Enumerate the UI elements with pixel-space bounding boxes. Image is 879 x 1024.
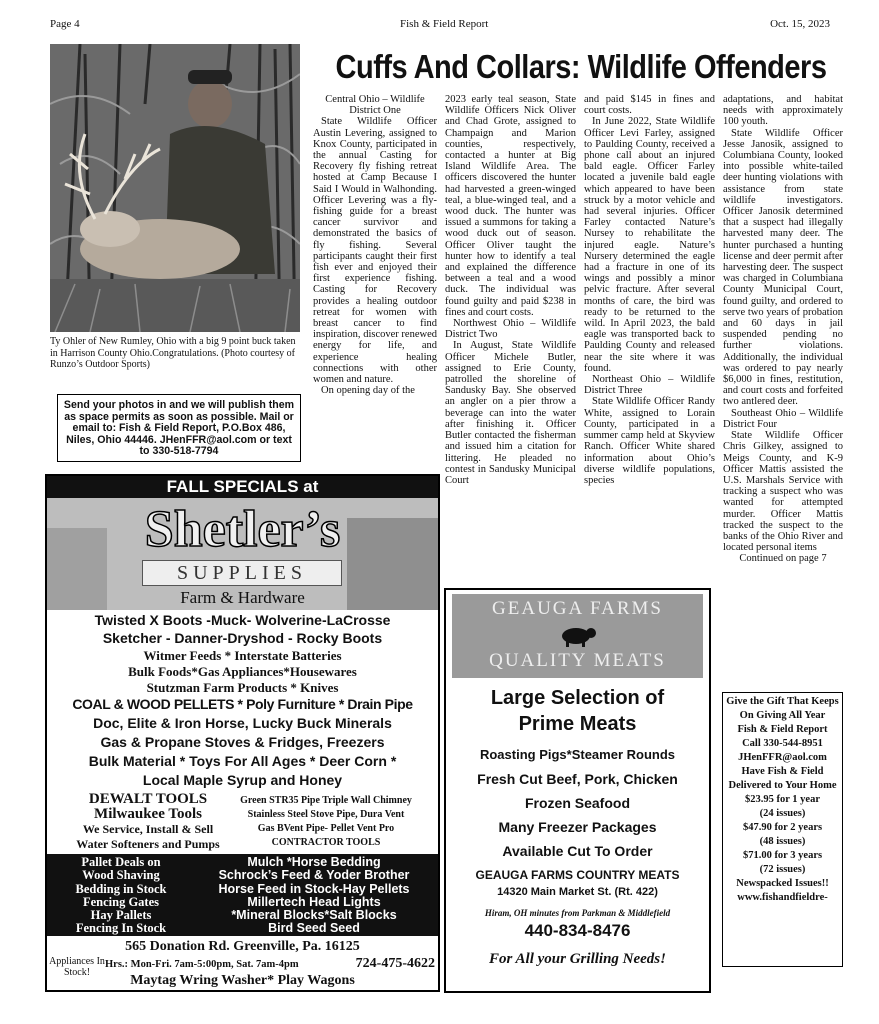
pallet-deals-list: [51, 856, 191, 936]
article-column-2: [445, 94, 576, 582]
article-paragraph: On opening day of the: [321, 385, 415, 397]
specials-box: [47, 854, 438, 936]
photo-submission-box: Send your photos in and we will publish them as space permits as soon as possible. Mail or email to: Fish & Field Report, P.O.Box 486, Niles, Ohio 44446. JHenFFR@aol.com or text to 330-518-7794: [57, 394, 301, 462]
store-phone: 724-475-4622: [355, 956, 435, 971]
shetlers-supplies-ad: [45, 474, 440, 992]
special-item: Bedding in Stock: [75, 881, 167, 896]
logo-bottom-text: QUALITY MEATS: [489, 650, 666, 671]
ad-line: Roasting Pigs*Steamer Rounds: [479, 747, 676, 762]
ad-line: COAL & WOOD PELLETS * Poly Furniture * Drain Pipe: [72, 696, 413, 712]
gift-subscription-ad: [722, 692, 843, 967]
ad-line: Sketcher - Danner-Dryshod - Rocky Boots: [102, 630, 383, 646]
page-number: Page 4: [50, 18, 80, 30]
ad-line: Bulk Foods*Gas Appliances*Housewares: [128, 664, 357, 679]
article-paragraph: State Wildlife Officer Austin Levering, assigned to Knox County, participated in the annual Casting for Recovery fly fishing retreat hosted at Camp Because I Said I Would in Walhonding. Officer Levering was a fly-fishing guide for a breast cancer survivor and demonstrated the basics of fly fishing. Several participants caught their first fish ever and enjoyed their first experience fishing. Casting for Recovery provides a healing outdoor retreat for women with breast cancer to find inspiration, discover renewed energy for life, and experience healing connections with other women and nature.: [313, 116, 437, 386]
ad-tagline: For All your Grilling Needs!: [489, 951, 666, 967]
geauga-farms-ad: [444, 588, 711, 993]
website-text: www.fishandfieldre-: [737, 892, 828, 903]
service-text: We Service, Install & Sell: [82, 822, 214, 836]
ad-line: Doc, Elite & Iron Horse, Lucky Buck Minerals: [93, 715, 392, 731]
store-logo-sub2: Farm & Hardware: [180, 588, 305, 607]
ad-line: Stutzman Farm Products * Knives: [146, 680, 339, 695]
ad-line: Witmer Feeds * Interstate Batteries: [143, 648, 342, 663]
water-text: Water Softeners and Pumps: [76, 837, 220, 851]
article-title: Cuffs And Collars: Wildlife Offenders: [335, 49, 827, 87]
ad-headline: Prime Meats: [518, 713, 637, 735]
geauga-logo: [452, 594, 703, 678]
special-item: Schrock’s Feed & Yoder Brother: [218, 868, 410, 883]
appliances-note: Appliances In Stock!: [49, 956, 105, 978]
article-column-1: [313, 94, 437, 452]
store-logo-sub: SUPPLIES: [142, 560, 342, 586]
article-paragraph: In June 2022, State Wildlife Officer Levi Farley, assigned to Paulding County, received a phone call about an injured bald eagle. Officer Farley located a juvenile bald eagle which appeared to have been struck by a motor vehicle and had several injuries. Officer Farley contacted Nature’s Nursey to rehabilitate the injured eagle. Nature’s Nursery determined the eagle had a fracture in one of its wings and possibly a minor pelvic fracture. After several months of care, the bird was ready to be returned to the wild. In April 2023, the bald eagle was transported back to Paulding County and released near the site where it was found.: [584, 116, 715, 374]
page-header: [50, 18, 830, 32]
publication-name: Fish & Field Report: [400, 18, 489, 30]
article-column-3: [584, 94, 715, 582]
issue-date: Oct. 15, 2023: [770, 18, 830, 30]
ad-line: Fresh Cut Beef, Pork, Chicken: [477, 771, 678, 787]
store-hours: Hrs.: Mon-Fri. 7am-5:00pm, Sat. 7am-4pm: [105, 959, 299, 970]
special-item: Fencing Gates: [82, 894, 160, 909]
phone-number: Call 330-544-8951: [742, 738, 823, 749]
special-item: Horse Feed in Stock-Hay Pellets: [218, 881, 410, 896]
special-item: Bird Seed Seed: [268, 921, 360, 936]
special-item: Pallet Deals on: [81, 855, 161, 869]
ad-banner: FALL SPECIALS at: [47, 476, 438, 498]
article-paragraph: State Wildlife Officer Chris Gilkey, assigned to Meigs County, and K-9 Officer Mattis assisted the U.S. Marshals Service with tracking a suspect who was wanted for attempted murder. Officer Mattis tracked the suspect to the banks of the Ohio River and located personal items: [723, 430, 843, 554]
ad-line: Bulk Material * Toys For All Ages * Deer Corn *: [88, 753, 397, 769]
email-address: JHenFFR@aol.com: [738, 752, 827, 763]
article-paragraph: State Wildlife Officer Randy White, assigned to Lorain County, participated in a summer camp held at Skyview Ranch. Officer White shared information about Ohio’s diverse wildlife populations, species: [584, 396, 715, 486]
ad-headline: Large Selection of: [490, 687, 665, 709]
chimney-text: Green STR35 Pipe Triple Wall Chimney: [240, 795, 412, 806]
issues-line: (48 issues): [759, 836, 806, 847]
store-logo-area: [47, 498, 438, 610]
special-item: Hay Pallets: [90, 908, 152, 923]
special-item: Wood Shaving: [82, 868, 160, 883]
cow-icon: [558, 624, 598, 648]
contractor-text: CONTRACTOR TOOLS: [271, 837, 381, 848]
photo-caption: Ty Ohler of New Rumley, Ohio with a big 9 point buck taken in Harrison County Ohio.Congratulations. (Photo courtesy of Runzo’s Outdoor Sports): [50, 336, 296, 370]
section-heading: Northeast Ohio – Wildlife District Three: [584, 374, 715, 397]
ad-footer: Maytag Wring Washer* Play Wagons: [130, 973, 355, 988]
business-name: GEAUGA FARMS COUNTRY MEATS: [475, 868, 680, 882]
newspacked-text: Newspacked Issues!!: [736, 878, 829, 889]
special-item: Fencing In Stock: [75, 921, 167, 936]
price-line: $23.95 for 1 year: [744, 794, 821, 805]
business-address: 14320 Main Market St. (Rt. 422): [497, 886, 658, 898]
article-paragraph: State Wildlife Officer Jesse Janosik, assigned to Columbiana County, looked into possible white-tailed deer hunting violations with assistance from state wildlife investigators. Officer Janosik determined that a suspect had illegally harvested many deer. The hunter purchased a hunting license and deer permit after harvesting deer. The suspect was charged in Columbiana County Municipal Court, found guilty, and ordered to serve two years of probation and 60 days in jail suspended pending no further violations. Additionally, the individual was ordered to pay nearly $6,000 in fines, restitution, and court costs and forfeited two antlered deer.: [723, 127, 843, 408]
business-location: Hiram, OH minutes from Parkman & Middlefield: [484, 908, 671, 918]
price-line: $47.90 for 2 years: [742, 822, 823, 833]
price-line: $71.00 for 3 years: [742, 850, 823, 861]
logo-top-text: GEAUGA FARMS: [492, 598, 663, 619]
article-paragraph: adaptations, and habitat needs with approximately 100 youth.: [723, 94, 843, 128]
section-heading: Southeast Ohio – Wildlife District Four: [723, 407, 843, 430]
feed-list: [193, 856, 435, 936]
special-item: Millertech Head Lights: [247, 894, 381, 909]
article-column-4: [723, 94, 843, 690]
continued-notice: Continued on page 7: [739, 553, 827, 565]
ad-line: Gas & Propane Stoves & Fridges, Freezers: [100, 734, 385, 750]
section-heading: Northwest Ohio – Wildlife District Two: [445, 318, 576, 341]
stove-pipe-text: Stainless Steel Stove Pipe, Dura Vent: [247, 809, 405, 820]
ad-line: Many Freezer Packages: [498, 819, 657, 835]
vent-text: Gas BVent Pipe- Pellet Vent Pro: [257, 823, 395, 834]
ad-line: Twisted X Boots -Muck- Wolverine-LaCrosse: [94, 612, 391, 628]
publication-name: Fish & Field Report: [737, 724, 828, 735]
gift-headline: Give the Gift That Keeps On Giving All Year: [726, 696, 839, 721]
photo-illustration: [50, 44, 300, 332]
section-heading: Central Ohio – Wildlife District One: [325, 94, 425, 117]
ad-line: Available Cut To Order: [502, 843, 653, 859]
store-logo: Shetler’s: [144, 501, 341, 558]
delivery-text: Have Fish & Field Delivered to Your Home: [728, 766, 837, 791]
ad-line: Frozen Seafood: [524, 795, 630, 811]
issues-line: (24 issues): [759, 808, 806, 819]
article-paragraph: and paid $145 in fines and court costs.: [584, 94, 715, 117]
article-paragraph: 2023 early teal season, State Wildlife Officers Nick Oliver and Chad Grote, assigned to Champaign and Marion counties, respectively, contacted a hunter at Big Island Wildlife Area. The officers discovered the hunter had harvested a green-winged teal, a blue-winged teal, and a wood duck. The hunter was issued a summons for taking a wood duck out of season. Officer Oliver taught the hunter how to identify a teal and explained the difference between a teal and a wood duck. The individual was found guilty and paid $238 in fines and court costs.: [445, 94, 576, 318]
hunter-buck-photo: [50, 44, 300, 332]
dewalt-text: DEWALT TOOLS: [88, 791, 208, 807]
store-address: 565 Donation Rd. Greenville, Pa. 16125: [125, 939, 360, 954]
tools-right: [215, 794, 437, 850]
special-item: Mulch *Horse Bedding: [247, 855, 381, 869]
ad-line: Local Maple Syrup and Honey: [142, 772, 343, 788]
special-item: *Mineral Blocks*Salt Blocks: [231, 908, 397, 923]
business-phone: 440-834-8476: [524, 921, 631, 940]
article-paragraph: In August, State Wildlife Officer Michele Butler, assigned to Erie County, patrolled the shoreline of Sandusky Bay. She observed an angler on a pier throw a beverage can into the water after finishing it. Officer Butler contacted the fisherman and issued him a citation for littering. He pleaded no contest in Sandusky Municipal Court: [445, 340, 576, 486]
issues-line: (72 issues): [759, 864, 806, 875]
milwaukee-text: Milwaukee Tools: [94, 806, 202, 822]
